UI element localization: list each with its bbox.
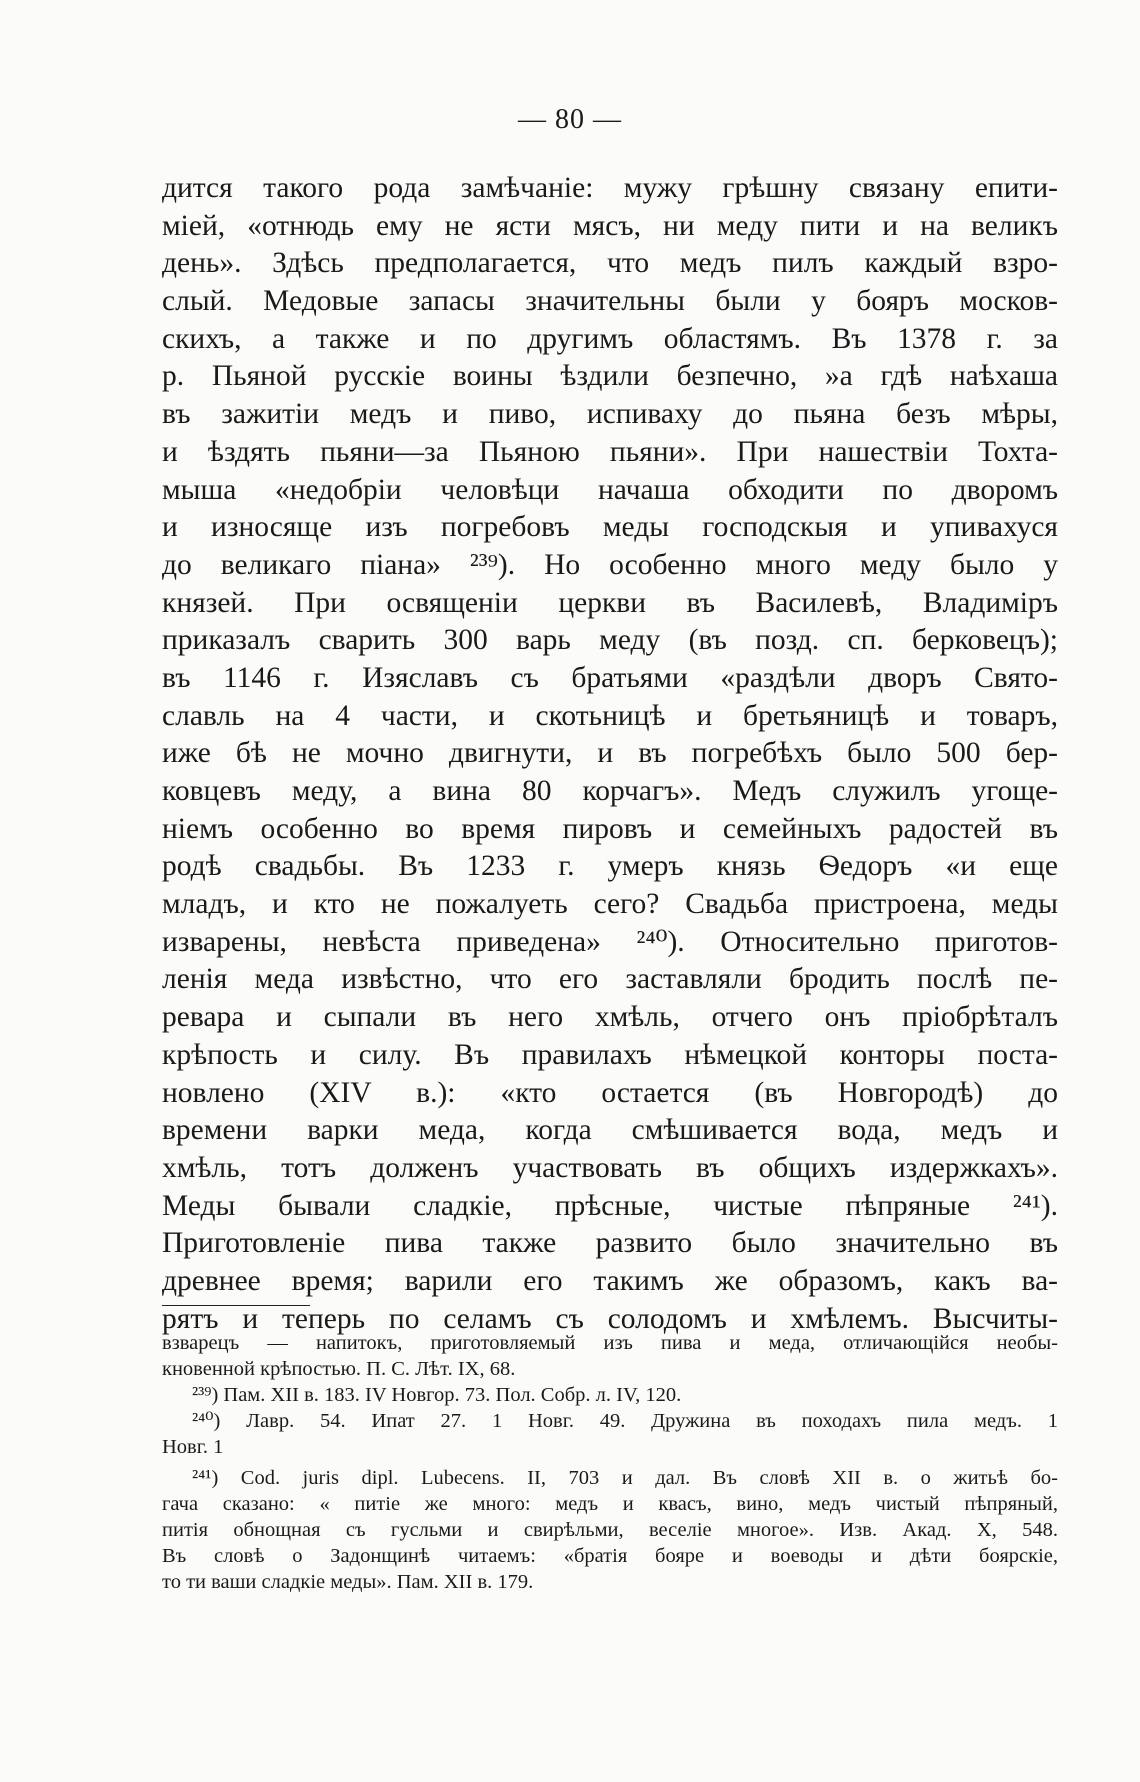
body-line: міей, «отнюдь ему не ясти мясъ, ни меду пити и на великъ	[162, 209, 1058, 242]
body-line: скихъ, а также и по другимъ областямъ. Въ 1378 г. за	[162, 322, 1058, 355]
body-text	[162, 170, 1058, 1338]
body-line: ковцевъ меду, а вина 80 корчагъ». Медъ служилъ угоще-	[162, 775, 1058, 807]
body-line: иже бѣ не мочно двигнути, и въ погребѣхъ было 500 бер-	[162, 737, 1058, 770]
body-line: ленія меда извѣстно, что его заставляли бродить послѣ пе-	[162, 963, 1058, 996]
footnotes	[162, 1330, 1058, 1595]
body-line: древнее время; варили его такимъ же образомъ, какъ ва-	[162, 1264, 1058, 1297]
body-line: мыша «недобріи человѣци начаша обходити по дворомъ	[162, 473, 1058, 506]
page-number: — 80 —	[518, 104, 622, 135]
body-line: крѣпость и силу. Въ правилахъ нѣмецкой конторы поста-	[162, 1038, 1058, 1071]
body-line: времени варки меда, когда смѣшивается вода, медъ и	[162, 1114, 1058, 1147]
footnote-line: ²³⁹) Пам. XII в. 183. IV Новгор. 73. Пол. Собр. л. IV, 120.	[192, 1384, 682, 1406]
body-line: Приготовленіе пива также развито было значительно въ	[162, 1227, 1058, 1260]
body-line: славль на 4 части, и скотьницѣ и бретьяницѣ и товаръ,	[162, 699, 1058, 732]
footnote-line: питія обнощная съ гусльми и свирѣльми, веселіе многое». Изв. Акад. X, 548.	[162, 1519, 1058, 1541]
body-line: и износяще изъ погребовъ меды господскыя и упивахуся	[162, 511, 1058, 544]
body-line: рятъ и теперь по селамъ съ солодомъ и хмѣлемъ. Высчиты-	[162, 1302, 1058, 1335]
footnote-line: Новг. 1	[162, 1436, 224, 1458]
body-line: младъ, и кто не пожалуеть сего? Свадьба пристроена, меды	[162, 888, 1058, 921]
body-line: въ 1146 г. Изяславъ съ братьями «раздѣли дворъ Свято-	[162, 661, 1058, 694]
body-line: изварены, невѣста приведена» ²⁴⁰). Относительно приготов-	[162, 925, 1058, 958]
body-line: ніемъ особенно во время пировъ и семейныхъ радостей въ	[162, 812, 1058, 845]
body-line: князей. При освященіи церкви въ Василевѣ, Владиміръ	[162, 586, 1058, 619]
body-line: день». Здѣсь предполагается, что медъ пилъ каждый взро-	[162, 247, 1058, 280]
footnote-line: то ти ваши сладкіе меды». Пам. XII в. 179.	[162, 1571, 534, 1593]
footnote-line: гача сказано: « питіе же много: медъ и квасъ, вино, медъ чистый пѣпряный,	[162, 1493, 1058, 1515]
body-line: до великаго піана» ²³⁹). Но особенно много меду было у	[162, 548, 1058, 581]
body-line: Меды бывали сладкіе, прѣсные, чистые пѣпряные ²⁴¹).	[162, 1189, 1058, 1222]
body-line: родѣ свадьбы. Въ 1233 г. умеръ князь Ѳедоръ «и еще	[162, 850, 1058, 883]
footnote-line: ²⁴¹) Cod. juris dipl. Lubecens. II, 703 и дал. Въ словѣ XII в. о житьѣ бо-	[192, 1467, 1058, 1489]
body-line: приказалъ сварить 300 варь меду (въ позд. сп. берковецъ);	[162, 624, 1058, 657]
body-line: дится такого рода замѣчаніе: мужу грѣшну связану епити-	[162, 172, 1058, 204]
body-line: въ зажитіи медъ и пиво, испиваху до пьяна безъ мѣры,	[162, 398, 1058, 431]
body-line: и ѣздять пьяни—за Пьяною пьяни». При нашествіи Тохта-	[162, 435, 1058, 468]
body-line: р. Пьяной русскіе воины ѣздили безпечно, »а гдѣ наѣхаша	[162, 360, 1058, 393]
body-line: хмѣль, тотъ долженъ участвовать въ общихъ издержкахъ».	[162, 1151, 1058, 1184]
footnote-divider	[162, 1305, 310, 1306]
footnote-line: ²⁴⁰) Лавр. 54. Ипат 27. 1 Новг. 49. Дружина въ походахъ пила медъ. 1	[192, 1410, 1058, 1432]
footnote-line: кновенной крѣпостью. П. С. Лѣт. IX, 68.	[162, 1358, 516, 1380]
footnote-line: Въ словѣ о Задонщинѣ читаемъ: «братія бояре и воеводы и дѣти боярскіе,	[162, 1545, 1058, 1567]
body-line: новлено (XIV в.): «кто остается (въ Новгородѣ) до	[162, 1076, 1058, 1109]
body-line: ревара и сыпали въ него хмѣль, отчего онъ пріобрѣталъ	[162, 1001, 1058, 1034]
body-line: слый. Медовые запасы значительны были у бояръ москов-	[162, 285, 1058, 318]
footnote-line: взварецъ — напитокъ, приготовляемый изъ пива и меда, отличающійся необы-	[162, 1332, 1058, 1354]
